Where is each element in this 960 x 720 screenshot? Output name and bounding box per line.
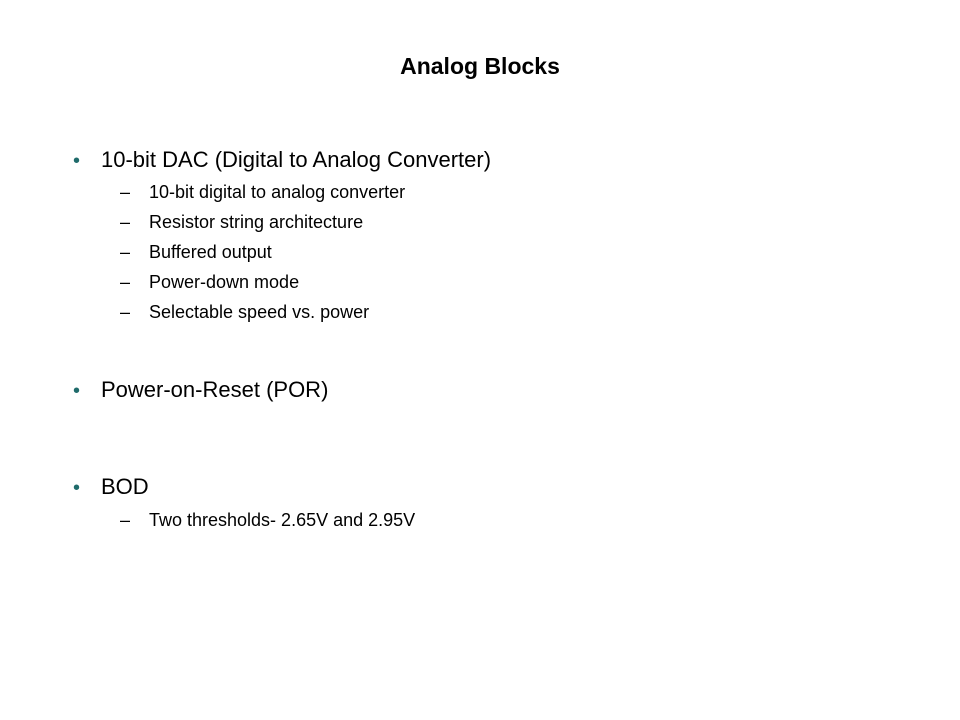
- dash-glyph: –: [120, 272, 131, 292]
- sub-item: [120, 180, 405, 204]
- sub-item-text: Selectable speed vs. power: [149, 302, 370, 322]
- bullet-text: BOD: [101, 474, 149, 499]
- dash-glyph: –: [120, 510, 131, 530]
- sub-item: [120, 210, 363, 234]
- bullet-dac: [73, 146, 491, 175]
- bullet-por: [73, 376, 328, 405]
- dash-glyph: –: [120, 242, 131, 262]
- sub-item: [120, 270, 299, 294]
- bullet-text: Power-on-Reset (POR): [101, 377, 329, 402]
- dash-glyph: –: [120, 302, 131, 322]
- dash-glyph: –: [120, 212, 131, 232]
- sub-item-text: Buffered output: [149, 242, 272, 262]
- sub-item: [120, 508, 415, 532]
- slide-title: Analog Blocks: [400, 53, 560, 79]
- sub-item: [120, 240, 272, 264]
- bullet-dot: •: [73, 150, 81, 172]
- sub-item-text: Power-down mode: [149, 272, 300, 292]
- bullet-dot: •: [73, 477, 81, 499]
- bullet-text: 10-bit DAC (Digital to Analog Converter): [101, 147, 492, 172]
- bullet-dot: •: [73, 380, 81, 402]
- dash-glyph: –: [120, 182, 131, 202]
- sub-item-text: Two thresholds- 2.65V and 2.95V: [149, 510, 416, 530]
- sub-item-text: 10-bit digital to analog converter: [149, 182, 406, 202]
- sub-item-text: Resistor string architecture: [149, 212, 364, 232]
- sub-item: [120, 300, 369, 324]
- bullet-bod: [73, 473, 149, 502]
